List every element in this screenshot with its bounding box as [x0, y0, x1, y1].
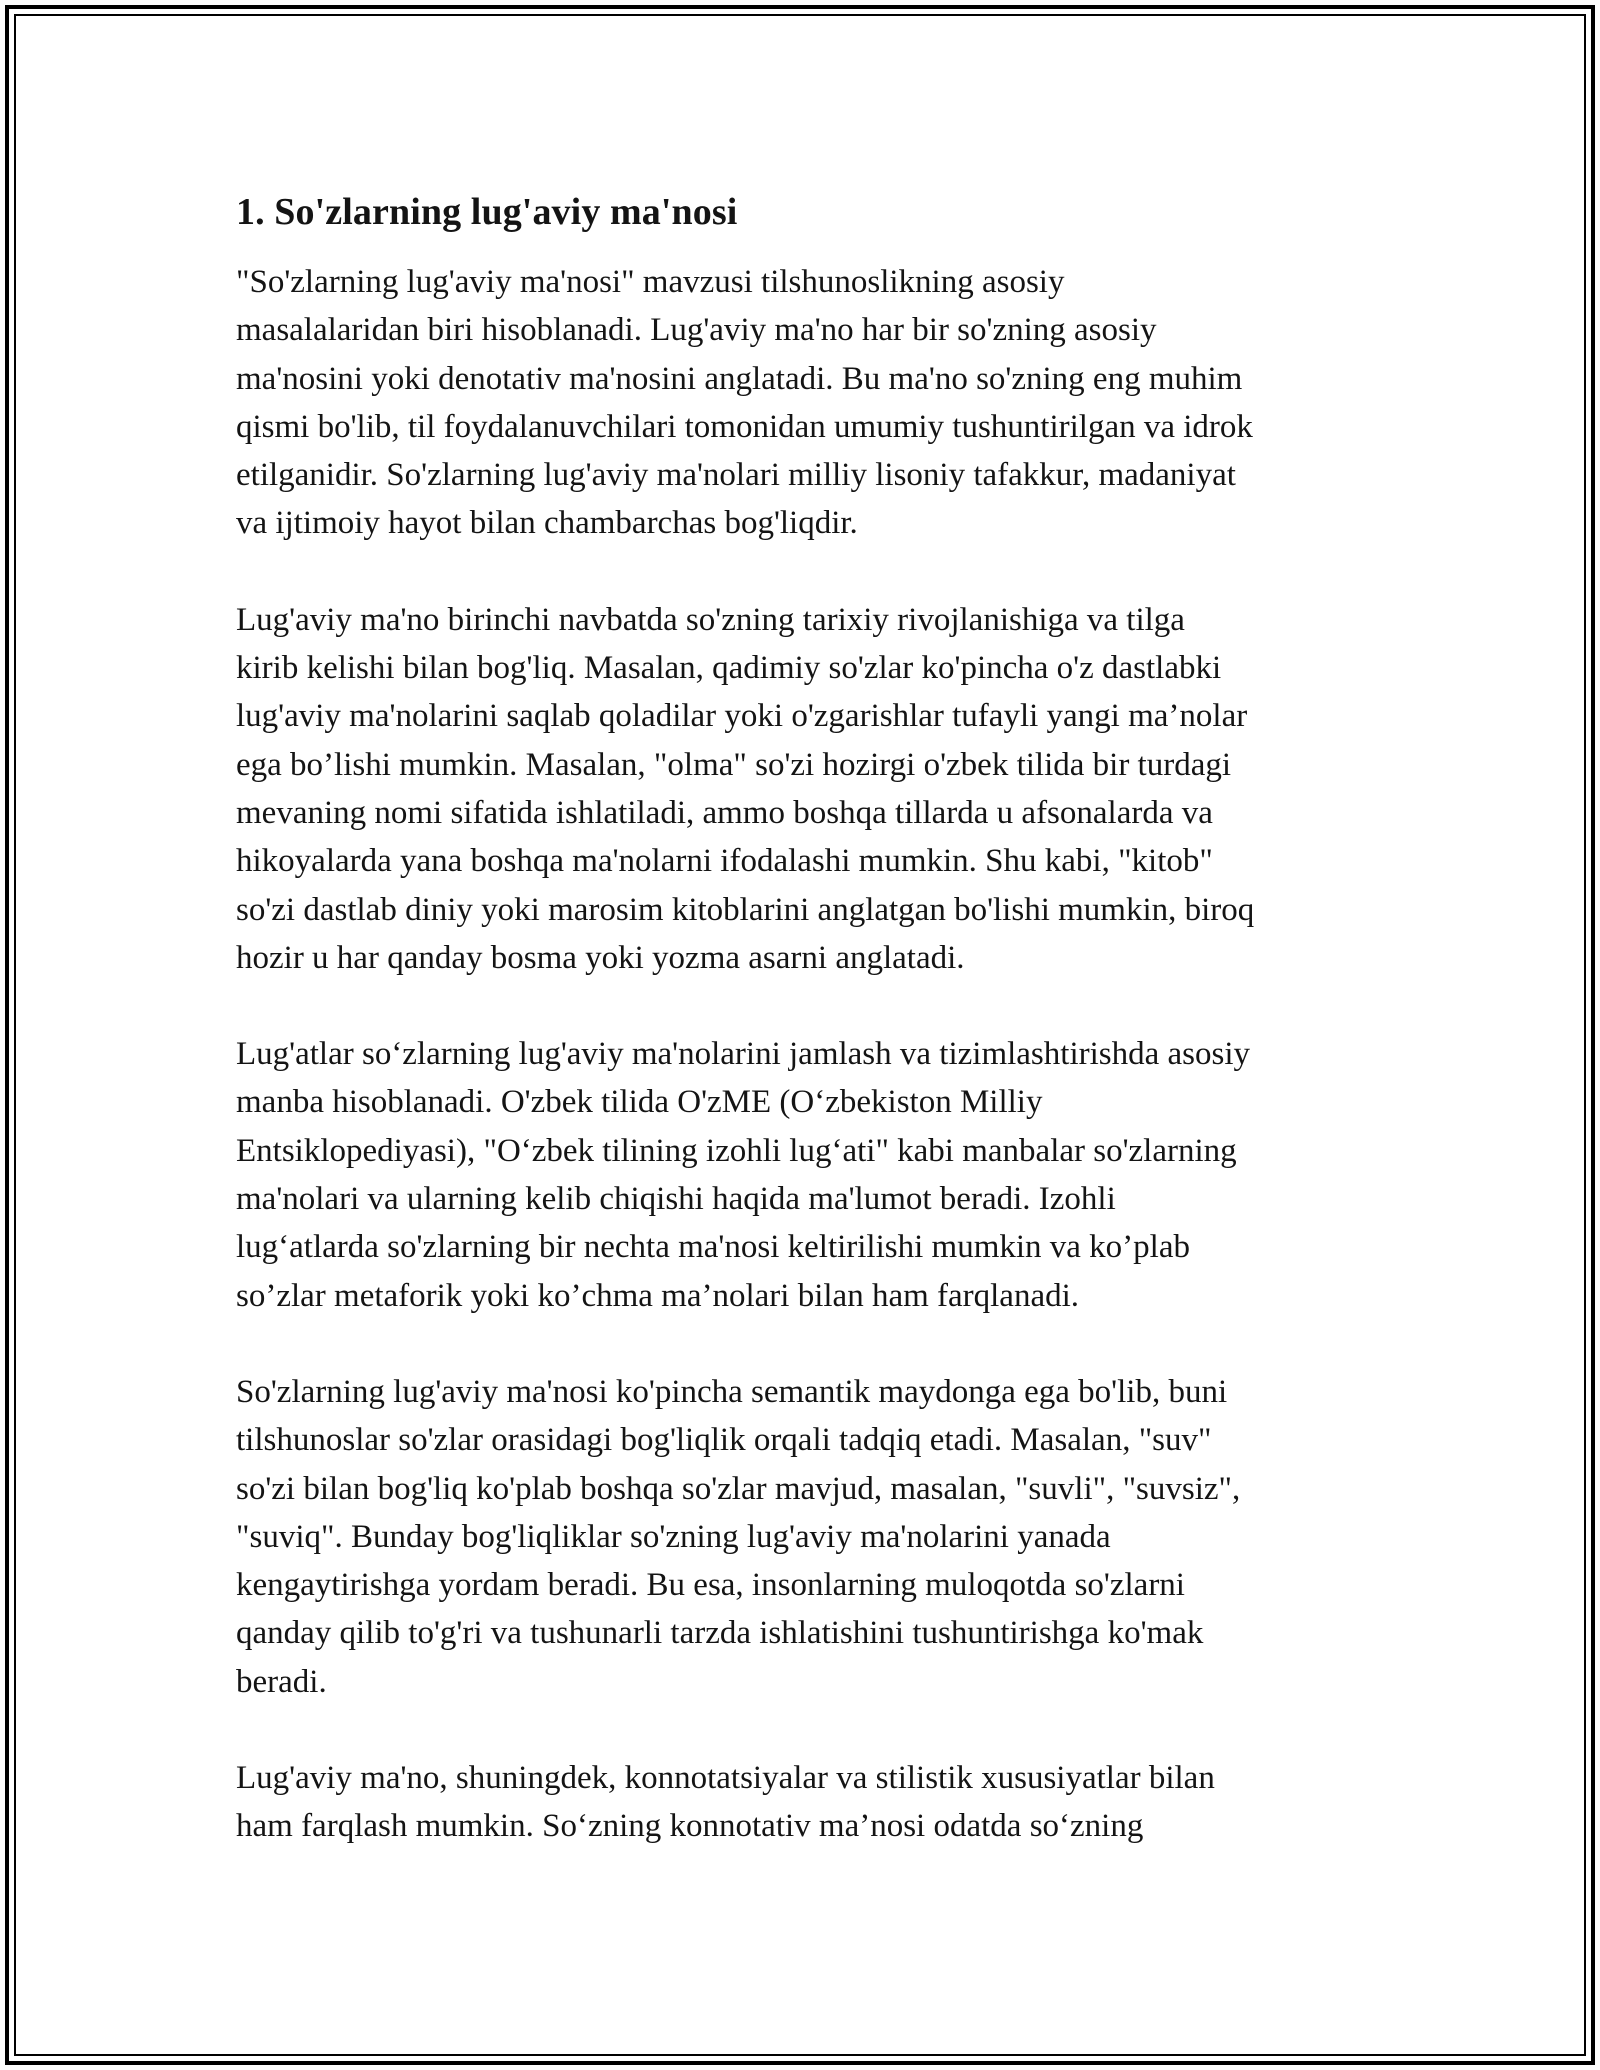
text-line: ma'nolari va ularning kelib chiqishi haqida ma'lumot beradi. Izohli — [236, 1181, 1116, 1218]
text-line: so'zi dastlab diniy yoki marosim kitoblarini anglatgan bo'lishi mumkin, biroq — [236, 891, 1255, 928]
text-line: ma'nosini yoki denotativ ma'nosini anglatadi. Bu ma'no so'zning eng muhim — [236, 360, 1243, 397]
text-line: beradi. — [236, 1663, 327, 1700]
body-paragraph — [236, 596, 1386, 982]
text-line: mevaning nomi sifatida ishlatiladi, ammo boshqa tillarda u afsonalarda va — [236, 794, 1213, 831]
text-line: qanday qilib to'g'ri va tushunarli tarzda ishlatishini tushuntirishga ko'mak — [236, 1615, 1204, 1652]
text-line: Lug'aviy ma'no birinchi navbatda so'zning tarixiy rivojlanishiga va tilga — [236, 601, 1185, 638]
text-line: Entsiklopediyasi), "O‘zbek tilining izohli lug‘ati" kabi manbalar so'zlarning — [236, 1132, 1237, 1169]
text-line: etilganidir. So'zlarning lug'aviy ma'nolari milliy lisoniy tafakkur, madaniyat — [236, 457, 1236, 494]
document-body — [236, 186, 1386, 1899]
body-paragraph — [236, 258, 1386, 548]
text-line: Lug'atlar so‘zlarning lug'aviy ma'nolarini jamlash va tizimlashtirishda asosiy — [236, 1036, 1251, 1073]
text-line: kengaytirishga yordam beradi. Bu esa, insonlarning muloqotda so'zlarni — [236, 1567, 1185, 1604]
text-line: tilshunoslar so'zlar orasidagi bog'liqlik orqali tadqiq etadi. Masalan, "suv" — [236, 1422, 1212, 1459]
text-line: ham farqlash mumkin. So‘zning konnotativ ma’nosi odatda so‘zning — [236, 1808, 1144, 1845]
text-line: qismi bo'lib, til foydalanuvchilari tomonidan umumiy tushuntirilgan va idrok — [236, 408, 1253, 445]
text-line: so'zi bilan bog'liq ko'plab boshqa so'zlar mavjud, masalan, "suvli", "suvsiz", — [236, 1470, 1241, 1507]
text-line: va ijtimoiy hayot bilan chambarchas bog'liqdir. — [236, 505, 858, 542]
paragraph-container — [236, 258, 1386, 1851]
text-line: lug‘atlarda so'zlarning bir nechta ma'nosi keltirilishi mumkin va ko’plab — [236, 1229, 1190, 1266]
text-line: so’zlar metaforik yoki ko’chma ma’nolari bilan ham farqlanadi. — [236, 1277, 1080, 1314]
text-line: So'zlarning lug'aviy ma'nosi ko'pincha semantik maydonga ega bo'lib, buni — [236, 1373, 1228, 1410]
body-paragraph — [236, 1030, 1386, 1320]
text-line: hikoyalarda yana boshqa ma'nolarni ifodalashi mumkin. Shu kabi, "kitob" — [236, 843, 1213, 880]
section-heading: 1. So'zlarning lug'aviy ma'nosi — [236, 191, 738, 233]
text-line: masalalaridan biri hisoblanadi. Lug'aviy ma'no har bir so'zning asosiy — [236, 312, 1157, 349]
body-paragraph — [236, 1754, 1386, 1851]
text-line: lug'aviy ma'nolarini saqlab qoladilar yoki o'zgarishlar tufayli yangi ma’nolar — [236, 698, 1248, 735]
text-line: hozir u har qanday bosma yoki yozma asarni anglatadi. — [236, 939, 965, 976]
text-line: "suviq". Bunday bog'liqliklar so'zning lug'aviy ma'nolarini yanada — [236, 1518, 1111, 1555]
text-line: ega bo’lishi mumkin. Masalan, "olma" so'zi hozirgi o'zbek tilida bir turdagi — [236, 746, 1232, 783]
text-line: manba hisoblanadi. O'zbek tilida O'zME (O‘zbekiston Milliy — [236, 1084, 1043, 1121]
text-line: "So'zlarning lug'aviy ma'nosi" mavzusi tilshunoslikning asosiy — [236, 264, 1065, 300]
text-line: kirib kelishi bilan bog'liq. Masalan, qadimiy so'zlar ko'pincha o'z dastlabki — [236, 650, 1222, 687]
text-line: Lug'aviy ma'no, shuningdek, konnotatsiyalar va stilistik xususiyatlar bilan — [236, 1760, 1215, 1797]
body-paragraph — [236, 1368, 1386, 1706]
